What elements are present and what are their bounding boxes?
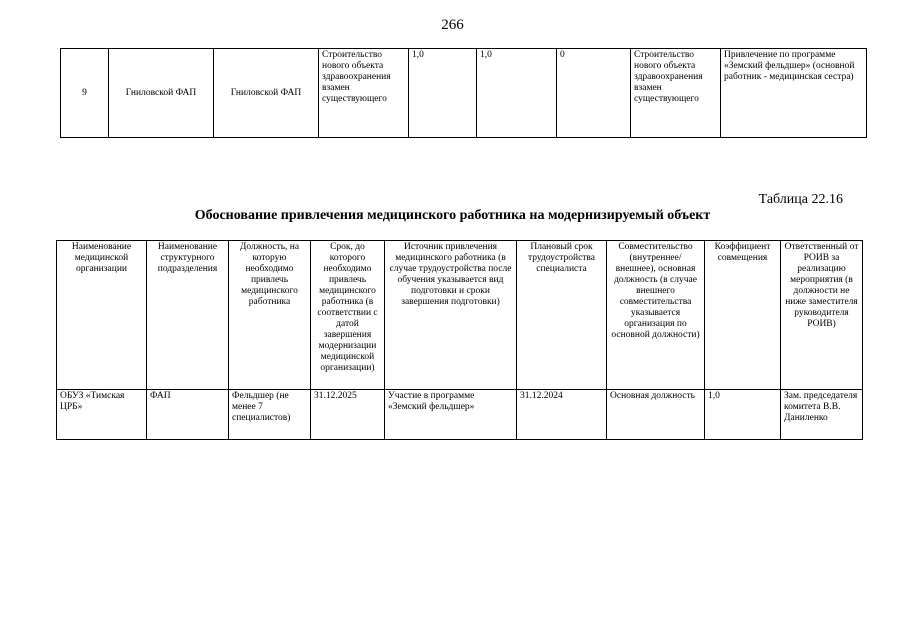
page-number: 266 [441, 17, 464, 33]
column-header: Плановый срок трудоустройства специалиста [517, 241, 607, 390]
table-number: Таблица 22.16 [758, 192, 843, 207]
table-cell: 31.12.2024 [517, 390, 607, 440]
column-header: Наименование медицинской организации [57, 241, 147, 390]
table-title: Обоснование привлечения медицинского работника на модернизируемый объект [194, 208, 711, 223]
table-cell: Привлечение по программе «Земский фельдшер» (основной работник - медицинская сестра) [721, 49, 867, 138]
table-cell: 9 [61, 49, 109, 138]
top-table [60, 48, 867, 138]
table-cell: ФАП [147, 390, 229, 440]
column-header: Ответственный от РОИВ за реализацию мероприятия (в должности не ниже заместителя руководителя РОИВ) [781, 241, 863, 390]
table-cell: 1,0 [705, 390, 781, 440]
table-cell: 1,0 [477, 49, 557, 138]
table-header-row [57, 241, 863, 390]
table-row [61, 49, 867, 138]
column-header: Коэффициент совмещения [705, 241, 781, 390]
table-cell: Строительство нового объекта здравоохранения взамен существующего [319, 49, 409, 138]
table-cell: Участие в программе «Земский фельдшер» [385, 390, 517, 440]
table-cell: Фельдшер (не менее 7 специалистов) [229, 390, 311, 440]
column-header: Срок, до которого необходимо привлечь медицинского работника (в соответствии с датой завершения модернизации медицинской организации) [311, 241, 385, 390]
column-header: Должность, на которую необходимо привлечь медицинского работника [229, 241, 311, 390]
table-cell: 0 [557, 49, 631, 138]
column-header: Наименование структурного подразделения [147, 241, 229, 390]
column-header: Источник привлечения медицинского работника (в случае трудоустройства после обучения указывается вид подготовки и сроки завершения подготовки) [385, 241, 517, 390]
table-cell: 1,0 [409, 49, 477, 138]
table-cell: ОБУЗ «Тимская ЦРБ» [57, 390, 147, 440]
column-header: Совместительство (внутреннее/внешнее), основная должность (в случае внешнего совместительства указывается организация по основной должности) [607, 241, 705, 390]
table-cell: Строительство нового объекта здравоохранения взамен существующего [631, 49, 721, 138]
table-cell: Гниловской ФАП [109, 49, 214, 138]
table-cell: Зам. председателя комитета В.В. Даниленко [781, 390, 863, 440]
table-cell: Гниловской ФАП [214, 49, 319, 138]
main-table [56, 240, 863, 440]
table-cell: Основная должность [607, 390, 705, 440]
table-cell: 31.12.2025 [311, 390, 385, 440]
table-row [57, 390, 863, 440]
